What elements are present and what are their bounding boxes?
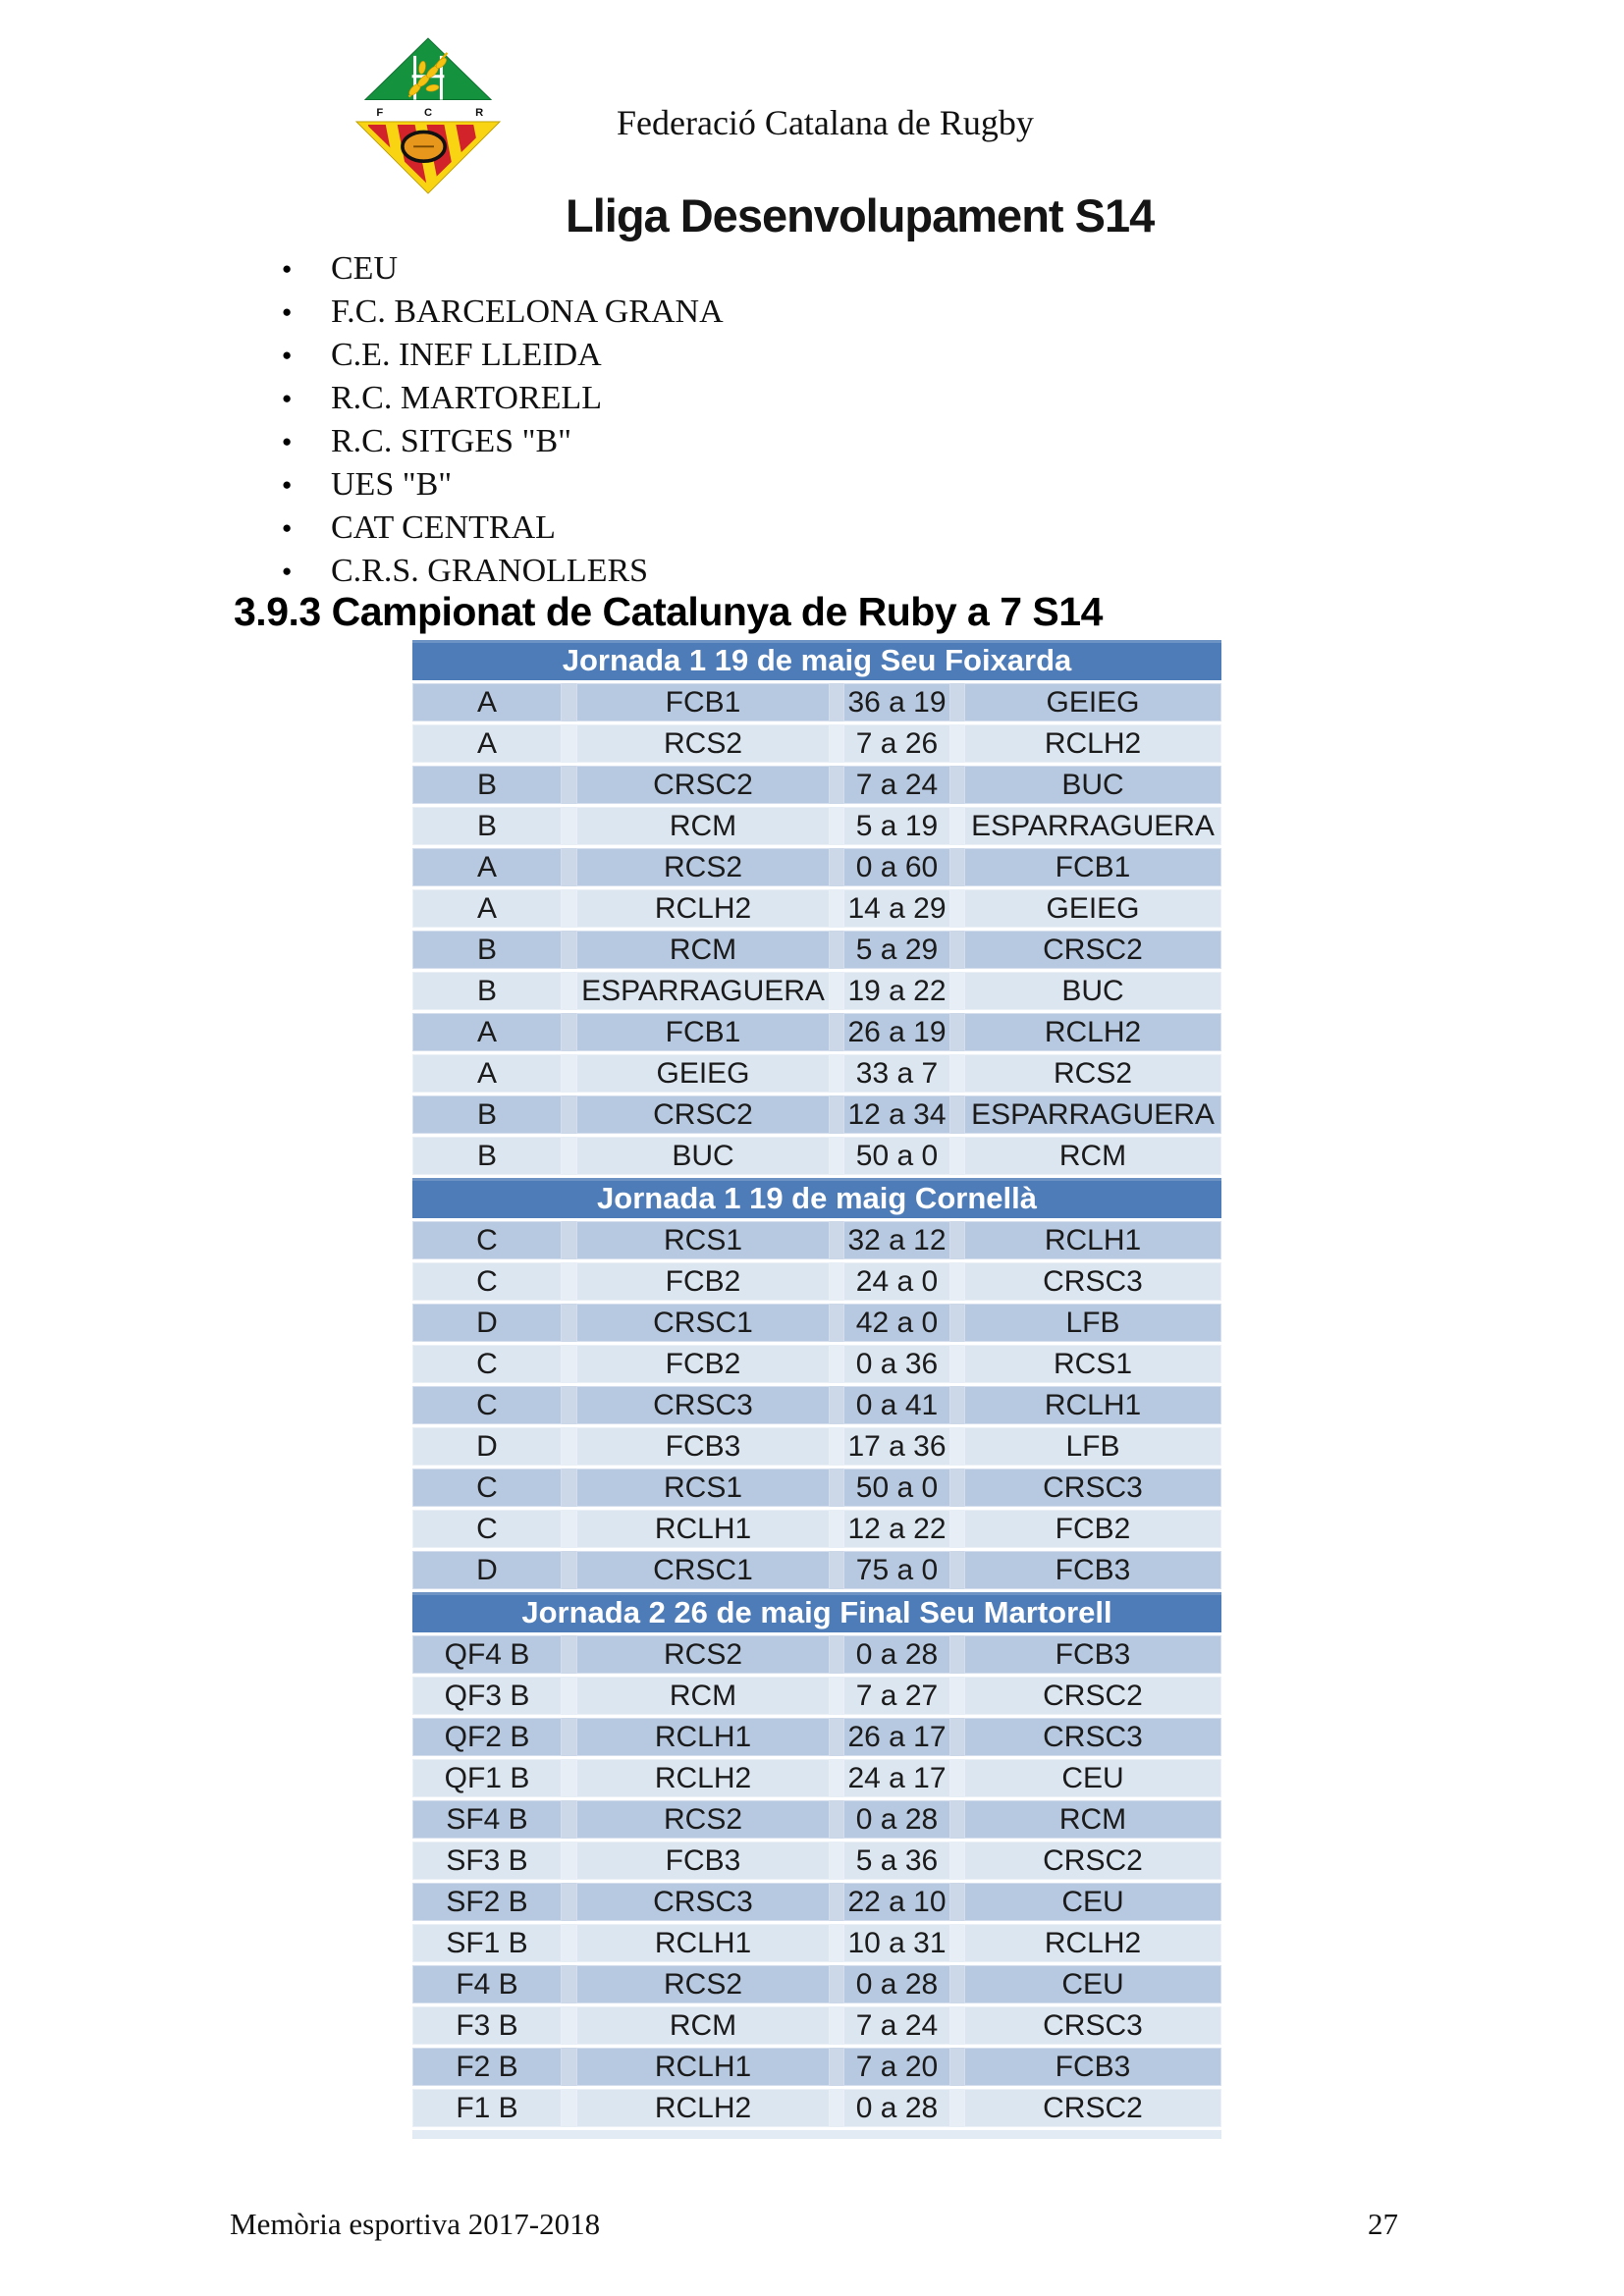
column-gap: [950, 1883, 964, 1921]
column-gap: [562, 1054, 576, 1093]
match-row: [412, 1924, 1221, 1965]
column-gap: [830, 1924, 843, 1962]
column-gap: [950, 1635, 964, 1674]
column-gap: [950, 889, 964, 928]
column-gap: [830, 848, 843, 886]
column-gap: [562, 766, 576, 804]
match-row: [412, 2089, 1221, 2130]
group-cell: F3 B: [412, 2006, 562, 2045]
column-gap: [562, 1551, 576, 1589]
column-gap: [562, 1635, 576, 1674]
group-cell: A: [412, 848, 562, 886]
team2-cell: FCB2: [964, 1510, 1221, 1548]
group-cell: QF3 B: [412, 1677, 562, 1715]
group-cell: SF1 B: [412, 1924, 562, 1962]
column-gap: [562, 1345, 576, 1383]
team1-cell: RCLH2: [576, 1759, 830, 1797]
score-cell: 0 a 28: [843, 1965, 950, 2003]
column-gap: [950, 848, 964, 886]
column-gap: [830, 2089, 843, 2127]
score-cell: 12 a 22: [843, 1510, 950, 1548]
group-cell: B: [412, 807, 562, 845]
score-cell: 50 a 0: [843, 1468, 950, 1507]
score-cell: 0 a 36: [843, 1345, 950, 1383]
column-gap: [950, 1759, 964, 1797]
column-gap: [950, 1468, 964, 1507]
column-gap: [950, 1137, 964, 1175]
score-cell: 26 a 17: [843, 1718, 950, 1756]
column-gap: [950, 1345, 964, 1383]
group-cell: F1 B: [412, 2089, 562, 2127]
score-cell: 12 a 34: [843, 1095, 950, 1134]
column-gap: [830, 1386, 843, 1424]
team1-cell: RCM: [576, 2006, 830, 2045]
team2-cell: LFB: [964, 1427, 1221, 1466]
team1-cell: FCB3: [576, 1842, 830, 1880]
column-gap: [950, 1510, 964, 1548]
column-gap: [562, 889, 576, 928]
column-gap: [950, 1427, 964, 1466]
group-cell: SF2 B: [412, 1883, 562, 1921]
column-gap: [950, 1677, 964, 1715]
group-cell: SF3 B: [412, 1842, 562, 1880]
team1-cell: RCLH2: [576, 889, 830, 928]
column-gap: [562, 1883, 576, 1921]
team1-cell: RCLH1: [576, 1510, 830, 1548]
group-cell: A: [412, 683, 562, 721]
team-list-item: ● CAT CENTRAL: [272, 507, 724, 550]
team2-cell: RCS2: [964, 1054, 1221, 1093]
match-row: [412, 1965, 1221, 2006]
match-row: [412, 807, 1221, 848]
group-cell: C: [412, 1345, 562, 1383]
score-cell: 19 a 22: [843, 972, 950, 1010]
match-row: [412, 1551, 1221, 1592]
team1-cell: RCS2: [576, 848, 830, 886]
team2-cell: CRSC2: [964, 2089, 1221, 2127]
column-gap: [562, 1013, 576, 1051]
footer-page-number: 27: [1368, 2207, 1398, 2241]
group-cell: C: [412, 1386, 562, 1424]
team1-cell: RCS2: [576, 724, 830, 763]
team2-cell: FCB3: [964, 1635, 1221, 1674]
column-gap: [950, 1304, 964, 1342]
match-row: [412, 2048, 1221, 2089]
group-cell: QF4 B: [412, 1635, 562, 1674]
group-cell: D: [412, 1551, 562, 1589]
team1-cell: FCB1: [576, 683, 830, 721]
column-gap: [562, 1510, 576, 1548]
column-gap: [950, 1718, 964, 1756]
team2-cell: LFB: [964, 1304, 1221, 1342]
group-cell: QF1 B: [412, 1759, 562, 1797]
column-gap: [950, 807, 964, 845]
group-cell: B: [412, 1095, 562, 1134]
column-gap: [562, 1759, 576, 1797]
team2-cell: RCLH1: [964, 1386, 1221, 1424]
team2-cell: FCB3: [964, 2048, 1221, 2086]
team1-cell: FCB3: [576, 1427, 830, 1466]
column-gap: [950, 1842, 964, 1880]
column-gap: [950, 1013, 964, 1051]
column-gap: [562, 1965, 576, 2003]
match-row: [412, 724, 1221, 766]
match-row: [412, 1262, 1221, 1304]
match-row: [412, 1221, 1221, 1262]
footer-document-name: Memòria esportiva 2017-2018: [230, 2207, 601, 2241]
column-gap: [562, 2089, 576, 2127]
score-cell: 0 a 41: [843, 1386, 950, 1424]
group-cell: A: [412, 889, 562, 928]
column-gap: [562, 1677, 576, 1715]
match-row: [412, 1883, 1221, 1924]
column-gap: [830, 1510, 843, 1548]
column-gap: [830, 889, 843, 928]
team2-cell: ESPARRAGUERA: [964, 1095, 1221, 1134]
score-cell: 24 a 17: [843, 1759, 950, 1797]
score-cell: 14 a 29: [843, 889, 950, 928]
score-cell: 7 a 27: [843, 1677, 950, 1715]
document-title: Lliga Desenvolupament S14: [566, 189, 1155, 241]
match-row: [412, 972, 1221, 1013]
score-cell: 7 a 26: [843, 724, 950, 763]
team2-cell: CRSC3: [964, 1468, 1221, 1507]
column-gap: [562, 724, 576, 763]
column-gap: [830, 1095, 843, 1134]
column-gap: [830, 2048, 843, 2086]
match-row: [412, 1345, 1221, 1386]
team2-cell: GEIEG: [964, 889, 1221, 928]
column-gap: [950, 2089, 964, 2127]
group-cell: A: [412, 1013, 562, 1051]
group-cell: C: [412, 1468, 562, 1507]
match-row: [412, 1095, 1221, 1137]
team1-cell: FCB2: [576, 1345, 830, 1383]
column-gap: [830, 1677, 843, 1715]
column-gap: [950, 1386, 964, 1424]
column-gap: [950, 766, 964, 804]
score-cell: 0 a 60: [843, 848, 950, 886]
score-cell: 7 a 24: [843, 2006, 950, 2045]
score-cell: 7 a 24: [843, 766, 950, 804]
team1-cell: CRSC2: [576, 1095, 830, 1134]
column-gap: [830, 1304, 843, 1342]
team2-cell: BUC: [964, 972, 1221, 1010]
match-row: [412, 1510, 1221, 1551]
match-row: [412, 1800, 1221, 1842]
team1-cell: RCLH1: [576, 1924, 830, 1962]
match-row: [412, 1013, 1221, 1054]
group-cell: A: [412, 1054, 562, 1093]
team1-cell: CRSC3: [576, 1883, 830, 1921]
team1-cell: RCS2: [576, 1635, 830, 1674]
column-gap: [562, 1137, 576, 1175]
team-list-item: ● C.E. INEF LLEIDA: [272, 334, 724, 377]
column-gap: [562, 1095, 576, 1134]
column-gap: [562, 1386, 576, 1424]
group-cell: C: [412, 1262, 562, 1301]
column-gap: [830, 1883, 843, 1921]
column-gap: [830, 1054, 843, 1093]
team1-cell: RCM: [576, 1677, 830, 1715]
score-cell: 5 a 19: [843, 807, 950, 845]
column-gap: [950, 1221, 964, 1259]
team2-cell: CEU: [964, 1965, 1221, 2003]
team2-cell: RCS1: [964, 1345, 1221, 1383]
team2-cell: CRSC3: [964, 1718, 1221, 1756]
column-gap: [562, 2048, 576, 2086]
match-row: [412, 1054, 1221, 1095]
column-gap: [830, 1718, 843, 1756]
column-gap: [950, 724, 964, 763]
match-row: [412, 766, 1221, 807]
team1-cell: RCLH2: [576, 2089, 830, 2127]
score-cell: 22 a 10: [843, 1883, 950, 1921]
group-cell: B: [412, 1137, 562, 1175]
team1-cell: RCM: [576, 931, 830, 969]
match-row: [412, 1677, 1221, 1718]
team1-cell: CRSC1: [576, 1304, 830, 1342]
column-gap: [830, 683, 843, 721]
column-gap: [562, 848, 576, 886]
column-gap: [562, 1468, 576, 1507]
score-cell: 33 a 7: [843, 1054, 950, 1093]
team1-cell: CRSC3: [576, 1386, 830, 1424]
group-cell: F4 B: [412, 1965, 562, 2003]
column-gap: [950, 931, 964, 969]
results-table: [412, 640, 1221, 2139]
column-gap: [950, 1800, 964, 1839]
column-gap: [950, 2048, 964, 2086]
group-cell: D: [412, 1427, 562, 1466]
score-cell: 0 a 28: [843, 1800, 950, 1839]
team1-cell: CRSC2: [576, 766, 830, 804]
column-gap: [830, 972, 843, 1010]
column-gap: [830, 1221, 843, 1259]
group-cell: B: [412, 931, 562, 969]
match-row: [412, 1427, 1221, 1468]
match-row: [412, 1842, 1221, 1883]
jornada-header: Jornada 2 26 de maig Final Seu Martorell: [412, 1592, 1221, 1635]
column-gap: [950, 1262, 964, 1301]
column-gap: [830, 1842, 843, 1880]
match-row: [412, 1304, 1221, 1345]
group-cell: B: [412, 972, 562, 1010]
match-row: [412, 1137, 1221, 1178]
team-list-item: ● CEU: [272, 247, 724, 291]
column-gap: [830, 1551, 843, 1589]
group-cell: QF2 B: [412, 1718, 562, 1756]
match-row: [412, 2006, 1221, 2048]
column-gap: [830, 807, 843, 845]
group-cell: C: [412, 1510, 562, 1548]
team1-cell: RCS1: [576, 1221, 830, 1259]
group-cell: F2 B: [412, 2048, 562, 2086]
table-bottom-border: [412, 2130, 1221, 2139]
team2-cell: CRSC2: [964, 1677, 1221, 1715]
score-cell: 17 a 36: [843, 1427, 950, 1466]
match-row: [412, 848, 1221, 889]
jornada-header: Jornada 1 19 de maig Seu Foixarda: [412, 640, 1221, 683]
column-gap: [562, 683, 576, 721]
team1-cell: FCB1: [576, 1013, 830, 1051]
score-cell: 26 a 19: [843, 1013, 950, 1051]
match-row: [412, 1759, 1221, 1800]
team1-cell: ESPARRAGUERA: [576, 972, 830, 1010]
team-list-item: ● R.C. MARTORELL: [272, 377, 724, 420]
team1-cell: RCS2: [576, 1800, 830, 1839]
team1-cell: RCM: [576, 807, 830, 845]
team2-cell: CRSC3: [964, 2006, 1221, 2045]
team2-cell: CEU: [964, 1883, 1221, 1921]
team1-cell: RCS1: [576, 1468, 830, 1507]
team2-cell: FCB1: [964, 848, 1221, 886]
score-cell: 0 a 28: [843, 1635, 950, 1674]
team2-cell: RCLH1: [964, 1221, 1221, 1259]
column-gap: [830, 724, 843, 763]
team2-cell: FCB3: [964, 1551, 1221, 1589]
score-cell: 5 a 29: [843, 931, 950, 969]
score-cell: 32 a 12: [843, 1221, 950, 1259]
team2-cell: RCM: [964, 1800, 1221, 1839]
team-list-item: ● UES "B": [272, 463, 724, 507]
column-gap: [950, 1095, 964, 1134]
match-row: [412, 1386, 1221, 1427]
score-cell: 75 a 0: [843, 1551, 950, 1589]
team-list-item: ● R.C. SITGES "B": [272, 420, 724, 463]
jornada-header: Jornada 1 19 de maig Cornellà: [412, 1178, 1221, 1221]
team2-cell: BUC: [964, 766, 1221, 804]
fcr-logo-graphic: [346, 35, 511, 196]
team2-cell: RCLH2: [964, 1013, 1221, 1051]
team1-cell: RCLH1: [576, 2048, 830, 2086]
column-gap: [950, 1965, 964, 2003]
group-cell: A: [412, 724, 562, 763]
score-cell: 24 a 0: [843, 1262, 950, 1301]
column-gap: [830, 1262, 843, 1301]
match-row: [412, 683, 1221, 724]
column-gap: [830, 2006, 843, 2045]
team2-cell: RCLH2: [964, 724, 1221, 763]
team2-cell: CRSC2: [964, 1842, 1221, 1880]
column-gap: [562, 1718, 576, 1756]
column-gap: [830, 1800, 843, 1839]
logo-letters: [376, 107, 483, 119]
column-gap: [950, 1551, 964, 1589]
column-gap: [562, 807, 576, 845]
match-row: [412, 1468, 1221, 1510]
column-gap: [830, 1965, 843, 2003]
column-gap: [562, 2006, 576, 2045]
team2-cell: RCM: [964, 1137, 1221, 1175]
column-gap: [830, 1137, 843, 1175]
column-gap: [562, 1221, 576, 1259]
column-gap: [950, 972, 964, 1010]
team1-cell: BUC: [576, 1137, 830, 1175]
column-gap: [562, 1800, 576, 1839]
group-cell: SF4 B: [412, 1800, 562, 1839]
column-gap: [562, 1304, 576, 1342]
column-gap: [830, 1013, 843, 1051]
score-cell: 5 a 36: [843, 1842, 950, 1880]
section-heading: 3.9.3 Campionat de Catalunya de Ruby a 7 S14: [234, 589, 1103, 634]
column-gap: [950, 1054, 964, 1093]
column-gap: [830, 1427, 843, 1466]
group-cell: C: [412, 1221, 562, 1259]
team2-cell: RCLH2: [964, 1924, 1221, 1962]
match-row: [412, 889, 1221, 931]
column-gap: [950, 683, 964, 721]
column-gap: [830, 1635, 843, 1674]
score-cell: 50 a 0: [843, 1137, 950, 1175]
team2-cell: CRSC2: [964, 931, 1221, 969]
score-cell: 42 a 0: [843, 1304, 950, 1342]
score-cell: 10 a 31: [843, 1924, 950, 1962]
logo-letter-f: F: [376, 107, 384, 119]
team-list: [272, 247, 724, 593]
column-gap: [950, 2006, 964, 2045]
team2-cell: ESPARRAGUERA: [964, 807, 1221, 845]
rugby-ball-icon: [403, 132, 445, 161]
team-list-item: ● F.C. BARCELONA GRANA: [272, 291, 724, 334]
logo-letter-c: C: [423, 107, 433, 119]
team-list-item: ● C.R.S. GRANOLLERS: [272, 550, 724, 593]
match-row: [412, 1635, 1221, 1677]
column-gap: [562, 931, 576, 969]
column-gap: [830, 1468, 843, 1507]
score-cell: 0 a 28: [843, 2089, 950, 2127]
team1-cell: FCB2: [576, 1262, 830, 1301]
team1-cell: GEIEG: [576, 1054, 830, 1093]
team1-cell: CRSC1: [576, 1551, 830, 1589]
group-cell: D: [412, 1304, 562, 1342]
column-gap: [830, 931, 843, 969]
column-gap: [830, 766, 843, 804]
organization-title: Federació Catalana de Rugby: [617, 103, 1034, 142]
team2-cell: CEU: [964, 1759, 1221, 1797]
fcr-logo: [346, 35, 511, 196]
column-gap: [562, 1427, 576, 1466]
team2-cell: CRSC3: [964, 1262, 1221, 1301]
match-row: [412, 1718, 1221, 1759]
team1-cell: RCS2: [576, 1965, 830, 2003]
column-gap: [562, 1842, 576, 1880]
column-gap: [562, 972, 576, 1010]
column-gap: [830, 1345, 843, 1383]
team1-cell: RCLH1: [576, 1718, 830, 1756]
column-gap: [562, 1924, 576, 1962]
column-gap: [950, 1924, 964, 1962]
team2-cell: GEIEG: [964, 683, 1221, 721]
column-gap: [830, 1759, 843, 1797]
column-gap: [562, 1262, 576, 1301]
logo-letter-r: R: [475, 107, 484, 119]
match-row: [412, 931, 1221, 972]
score-cell: 7 a 20: [843, 2048, 950, 2086]
group-cell: B: [412, 766, 562, 804]
score-cell: 36 a 19: [843, 683, 950, 721]
